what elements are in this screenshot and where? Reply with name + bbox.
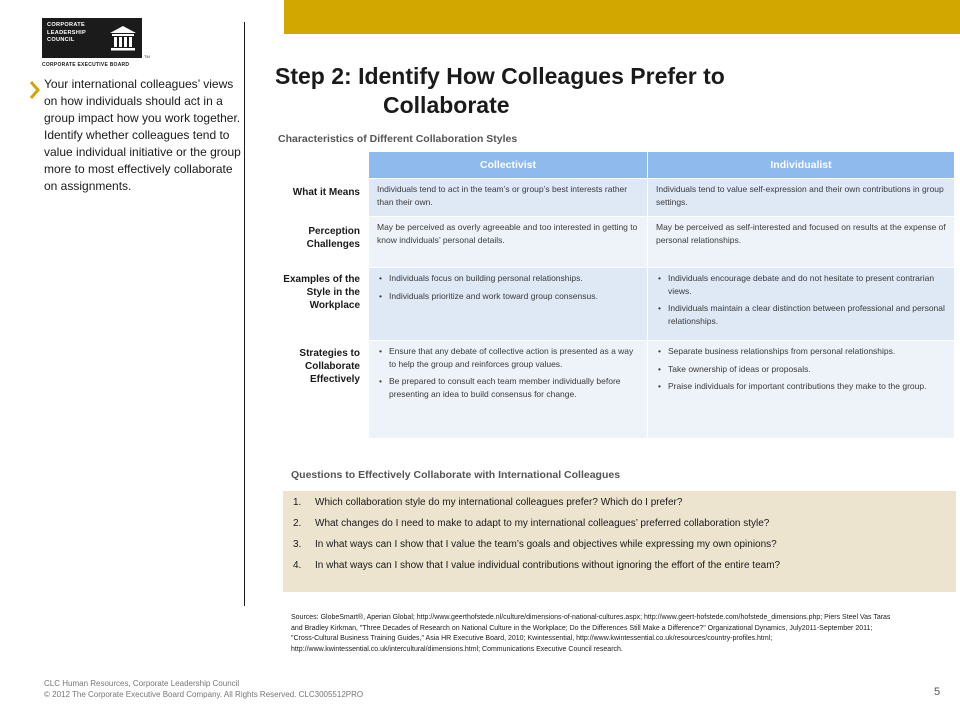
logo-subtitle: CORPORATE EXECUTIVE BOARD — [42, 62, 130, 68]
page-number: 5 — [934, 686, 941, 698]
question-item — [293, 497, 946, 509]
intro-text: Your international colleagues’ views on how individuals should act in a group impact how you work together. Identify whether colleagues tend to value individual initiative or the group more to most effectively collaborate on assignments. — [44, 77, 241, 193]
logo-line-2: LEADERSHIP — [47, 29, 87, 36]
cell-individualist-meaning: Individuals tend to value self-expression and their own contributions in group settings. — [648, 179, 954, 216]
question-item — [293, 518, 946, 530]
question-text: In what ways can I show that I value individual contributions without ignoring the effort of the entire team? — [315, 560, 781, 571]
question-number: 4. — [293, 560, 302, 571]
cell-collectivist-perception: May be perceived as overly agreeable and too interested in getting to know individuals’ personal details. — [369, 217, 647, 267]
question-text: What changes do I need to make to adapt to my international colleagues’ preferred collaboration style? — [315, 518, 770, 529]
questions-box — [283, 491, 956, 592]
list-item: • Ensure that any debate of collective action is presented as a way to help the group and reinforces group values. — [377, 345, 639, 370]
question-number: 2. — [293, 518, 302, 529]
cell-collectivist-strategies — [369, 341, 647, 438]
row-label-strategies: Strategies to Collaborate Effectively — [299, 348, 360, 385]
page-title-line-1: Step 2: Identify How Colleagues Prefer to — [275, 63, 725, 89]
logo-line-1: CORPORATE — [47, 22, 86, 28]
list-item: • Individuals maintain a clear distinction between professional and personal relationships. — [656, 302, 946, 327]
cell-individualist-examples — [648, 268, 954, 340]
cell-collectivist-examples — [369, 268, 647, 340]
questions-heading: Questions to Effectively Collaborate with International Colleagues — [291, 469, 621, 481]
column-header-collectivist: Collectivist — [369, 152, 647, 178]
footer — [44, 678, 363, 700]
top-accent-bar — [284, 0, 960, 34]
column-header-individualist: Individualist — [648, 152, 954, 178]
cell-collectivist-meaning: Individuals tend to act in the team’s or group’s best interests rather than their own. — [369, 179, 647, 216]
question-text: In what ways can I show that I value the team’s goals and objectives while expressing my own opinions? — [315, 539, 777, 550]
sources-text: Sources: GlobeSmart®, Aperian Global; http://www.geerthofstede.nl/culture/dimensions-of-national-cultures.aspx; http://www.geert-hofstede.com/hofstede_dimensions.php; Piers Steel Vas Taras and Bradley Kirkman, "Three Decades of Research on National Culture in the Workplace; Do the Differences Still Make a Difference?" Organizational Dynamics, July2011-September 2011; "Cross-Cultural Business Training Guides," Asia HR Executive Board, 2010; Kwintessential, http://www.kwintessential.co.uk/resources/country-profiles.html; http://www.kwintessential.co.uk/intercultural/dimensions.html; Communications Executive Council research. — [291, 614, 891, 653]
list-item: • Individuals encourage debate and do not hesitate to present contrarian views. — [656, 272, 946, 297]
list-item: • Individuals focus on building personal relationships. — [377, 272, 639, 285]
logo-trademark: TM — [144, 54, 150, 59]
logo-text — [47, 22, 103, 45]
cell-individualist-strategies — [648, 341, 954, 438]
question-number: 3. — [293, 539, 302, 550]
footer-copyright: © 2012 The Corporate Executive Board Company. All Rights Reserved. CLC3005512PRO — [44, 690, 364, 699]
list-item: • Separate business relationships from personal relationships. — [656, 345, 946, 358]
question-number: 1. — [293, 497, 302, 508]
list-item: • Be prepared to consult each team member individually before presenting an idea to build consensus for change. — [377, 375, 639, 400]
chevron-right-icon — [28, 80, 40, 100]
corporate-leadership-council-logo — [42, 18, 152, 68]
building-columns-icon — [108, 23, 138, 53]
row-label-perception-challenges: Perception Challenges — [306, 226, 360, 250]
logo-box — [42, 18, 142, 58]
question-item — [293, 539, 946, 551]
question-text: Which collaboration style do my international colleagues prefer? Which do I prefer? — [315, 497, 683, 508]
row-label-what-it-means: What it Means — [292, 187, 360, 198]
page-title — [275, 62, 895, 120]
cell-individualist-perception: May be perceived as self-interested and focused on results at the expense of personal relationships. — [648, 217, 954, 267]
question-item — [293, 560, 946, 572]
table-heading: Characteristics of Different Collaboration Styles — [278, 133, 518, 145]
page-title-line-2: Collaborate — [383, 92, 510, 118]
logo-line-3: COUNCIL — [47, 37, 75, 44]
row-label-examples: Examples of the Style in the Workplace — [283, 274, 360, 311]
footer-line-1: CLC Human Resources, Corporate Leadership Council — [44, 679, 240, 688]
list-item: • Individuals prioritize and work toward group consensus. — [377, 290, 639, 303]
vertical-divider — [244, 22, 245, 606]
list-item: • Take ownership of ideas or proposals. — [656, 363, 946, 376]
list-item: • Praise individuals for important contributions they make to the group. — [656, 380, 946, 393]
